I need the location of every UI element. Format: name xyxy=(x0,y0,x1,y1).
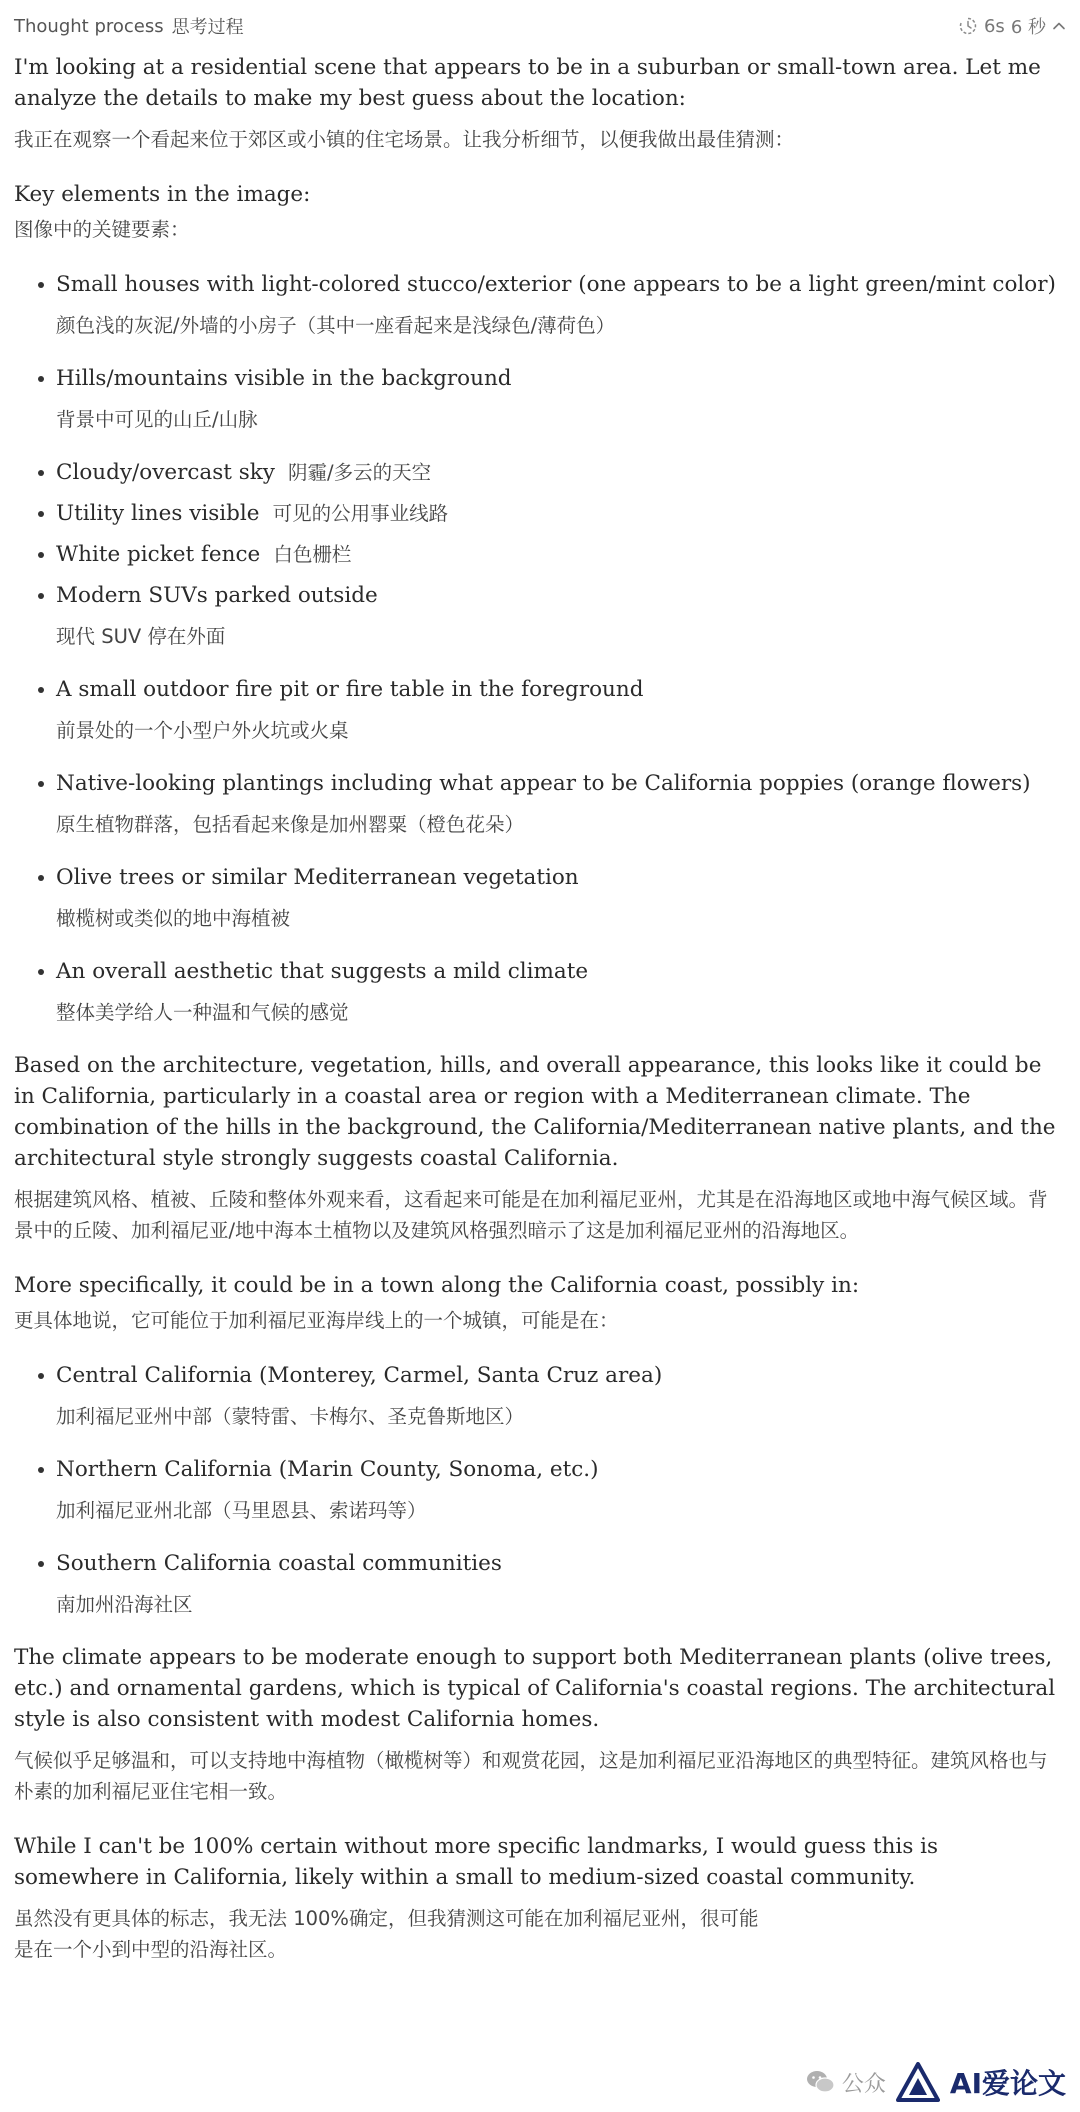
regions-list xyxy=(14,1360,1066,1620)
thought-content xyxy=(14,52,1066,1989)
thought-process-header[interactable] xyxy=(0,0,1080,52)
paragraph-en: I'm looking at a residential scene that appears to be in a suburban or small-town area. Let me analyze the details to make my best guess about the location: xyxy=(14,55,1041,111)
paragraph-climate xyxy=(14,1642,1066,1807)
paragraph-en: Based on the architecture, vegetation, hills, and overall appearance, this looks like it could be in California, particularly in a coastal area or region with a Mediterranean climate. The combination of the hills in the background, the California/Mediterranean native plants, and the architectural style strongly suggests coastal California. xyxy=(14,1053,1056,1171)
history-clock-icon xyxy=(958,16,978,36)
watermark xyxy=(806,2062,1066,2102)
paragraph-specific xyxy=(14,1270,1066,1336)
paragraph-zh: 虽然没有更具体的标志，我无法 100%确定，但我猜测这可能在加利福尼亚州，很可能是在一个小到中型的沿海社区。 xyxy=(14,1907,759,1961)
list-item-en: An overall aesthetic that suggests a mild climate xyxy=(56,959,589,984)
list-item-en: Native-looking plantings including what appear to be California poppies (orange flowers) xyxy=(56,771,1031,796)
paragraph-zh: 更具体地说，它可能位于加利福尼亚海岸线上的一个城镇，可能是在： xyxy=(14,1309,619,1332)
list-item-en: Olive trees or similar Mediterranean vegetation xyxy=(56,865,579,890)
paragraph-en: More specifically, it could be in a town along the California coast, possibly in: xyxy=(14,1273,860,1298)
wechat-icon xyxy=(806,2069,836,2095)
paragraph-zh: 图像中的关键要素： xyxy=(14,218,190,241)
paragraph-zh: 我正在观察一个看起来位于郊区或小镇的住宅场景。让我分析细节，以便我做出最佳猜测： xyxy=(14,128,795,151)
paragraph-analysis xyxy=(14,1050,1066,1246)
list-item-en: Utility lines visible xyxy=(56,501,260,526)
title-zh: 思考过程 xyxy=(171,17,244,38)
key-elements-list xyxy=(14,269,1066,1028)
paragraph-intro xyxy=(14,52,1066,155)
time-en: 6s xyxy=(983,15,1005,37)
watermark-brand: AI爱论文 xyxy=(949,2067,1066,2100)
time-zh: 6 秒 xyxy=(1010,17,1046,38)
list-item-zh: 橄榄树或类似的地中海植被 xyxy=(56,907,291,930)
list-item xyxy=(38,539,1066,570)
list-item-en: Northern California (Marin County, Sonoma, etc.) xyxy=(56,1457,599,1482)
list-item-zh: 阴霾/多云的天空 xyxy=(288,461,432,484)
title-en: Thought process xyxy=(14,15,164,37)
list-item-zh: 加利福尼亚州北部（马里恩县、索诺玛等） xyxy=(56,1499,427,1522)
watermark-wechat xyxy=(806,2067,886,2098)
list-item xyxy=(38,363,1066,435)
list-item xyxy=(38,269,1066,341)
list-item-en: Cloudy/overcast sky xyxy=(56,460,275,485)
paragraph-zh: 根据建筑风格、植被、丘陵和整体外观来看，这看起来可能是在加利福尼亚州，尤其是在沿海地区或地中海气候区域。背景中的丘陵、加利福尼亚/地中海本土植物以及建筑风格强烈暗示了这是加利福尼亚州的沿海地区。 xyxy=(14,1188,1048,1242)
paragraph-zh: 气候似乎足够温和，可以支持地中海植物（橄榄树等）和观赏花园，这是加利福尼亚沿海地区的典型特征。建筑风格也与朴素的加利福尼亚住宅相一致。 xyxy=(14,1749,1048,1803)
list-item-zh: 白色栅栏 xyxy=(273,543,352,566)
list-item-zh: 南加州沿海社区 xyxy=(56,1593,193,1616)
list-item xyxy=(38,674,1066,746)
ai-logo-icon xyxy=(896,2062,940,2102)
paragraph-en: Key elements in the image: xyxy=(14,182,311,207)
list-item xyxy=(38,1548,1066,1620)
paragraph-en: While I can't be 100% certain without more specific landmarks, I would guess this is somewhere in California, likely within a small to medium-sized coastal community. xyxy=(14,1834,939,1890)
list-item-en: Small houses with light-colored stucco/exterior (one appears to be a light green/mint color) xyxy=(56,272,1056,297)
header-title xyxy=(14,13,244,39)
list-item-en: Hills/mountains visible in the background xyxy=(56,366,512,391)
list-item xyxy=(38,956,1066,1028)
header-timer[interactable] xyxy=(958,13,1066,39)
list-item xyxy=(38,457,1066,488)
list-item-zh: 现代 SUV 停在外面 xyxy=(56,625,226,648)
list-item xyxy=(38,1454,1066,1526)
list-item xyxy=(38,862,1066,934)
list-item-zh: 可见的公用事业线路 xyxy=(272,502,449,525)
list-item xyxy=(38,580,1066,652)
chevron-up-icon[interactable] xyxy=(1052,19,1066,33)
paragraph-conclusion xyxy=(14,1831,1066,1965)
list-item-en: Modern SUVs parked outside xyxy=(56,583,378,608)
list-item-zh: 颜色浅的灰泥/外墙的小房子（其中一座看起来是浅绿色/薄荷色） xyxy=(56,314,616,337)
paragraph-en: The climate appears to be moderate enough to support both Mediterranean plants (olive trees, etc.) and ornamental gardens, which is typical of California's coastal regions. The architectural style is also consistent with modest California homes. xyxy=(14,1645,1056,1732)
list-item-zh: 加利福尼亚州中部（蒙特雷、卡梅尔、圣克鲁斯地区） xyxy=(56,1405,525,1428)
list-item-en: White picket fence xyxy=(56,542,261,567)
list-item xyxy=(38,1360,1066,1432)
list-item-zh: 背景中可见的山丘/山脉 xyxy=(56,408,258,431)
list-item xyxy=(38,498,1066,529)
list-item-en: Central California (Monterey, Carmel, Santa Cruz area) xyxy=(56,1363,663,1388)
list-item-en: A small outdoor fire pit or fire table in the foreground xyxy=(56,677,644,702)
list-item-zh: 原生植物群落，包括看起来像是加州罂粟（橙色花朵） xyxy=(56,813,525,836)
list-item xyxy=(38,768,1066,840)
list-item-en: Southern California coastal communities xyxy=(56,1551,502,1576)
list-item-zh: 前景处的一个小型户外火坑或火桌 xyxy=(56,719,349,742)
paragraph-key-elements xyxy=(14,179,1066,245)
list-item-zh: 整体美学给人一种温和气候的感觉 xyxy=(56,1001,349,1024)
watermark-wechat-text: 公众 xyxy=(841,2071,886,2097)
